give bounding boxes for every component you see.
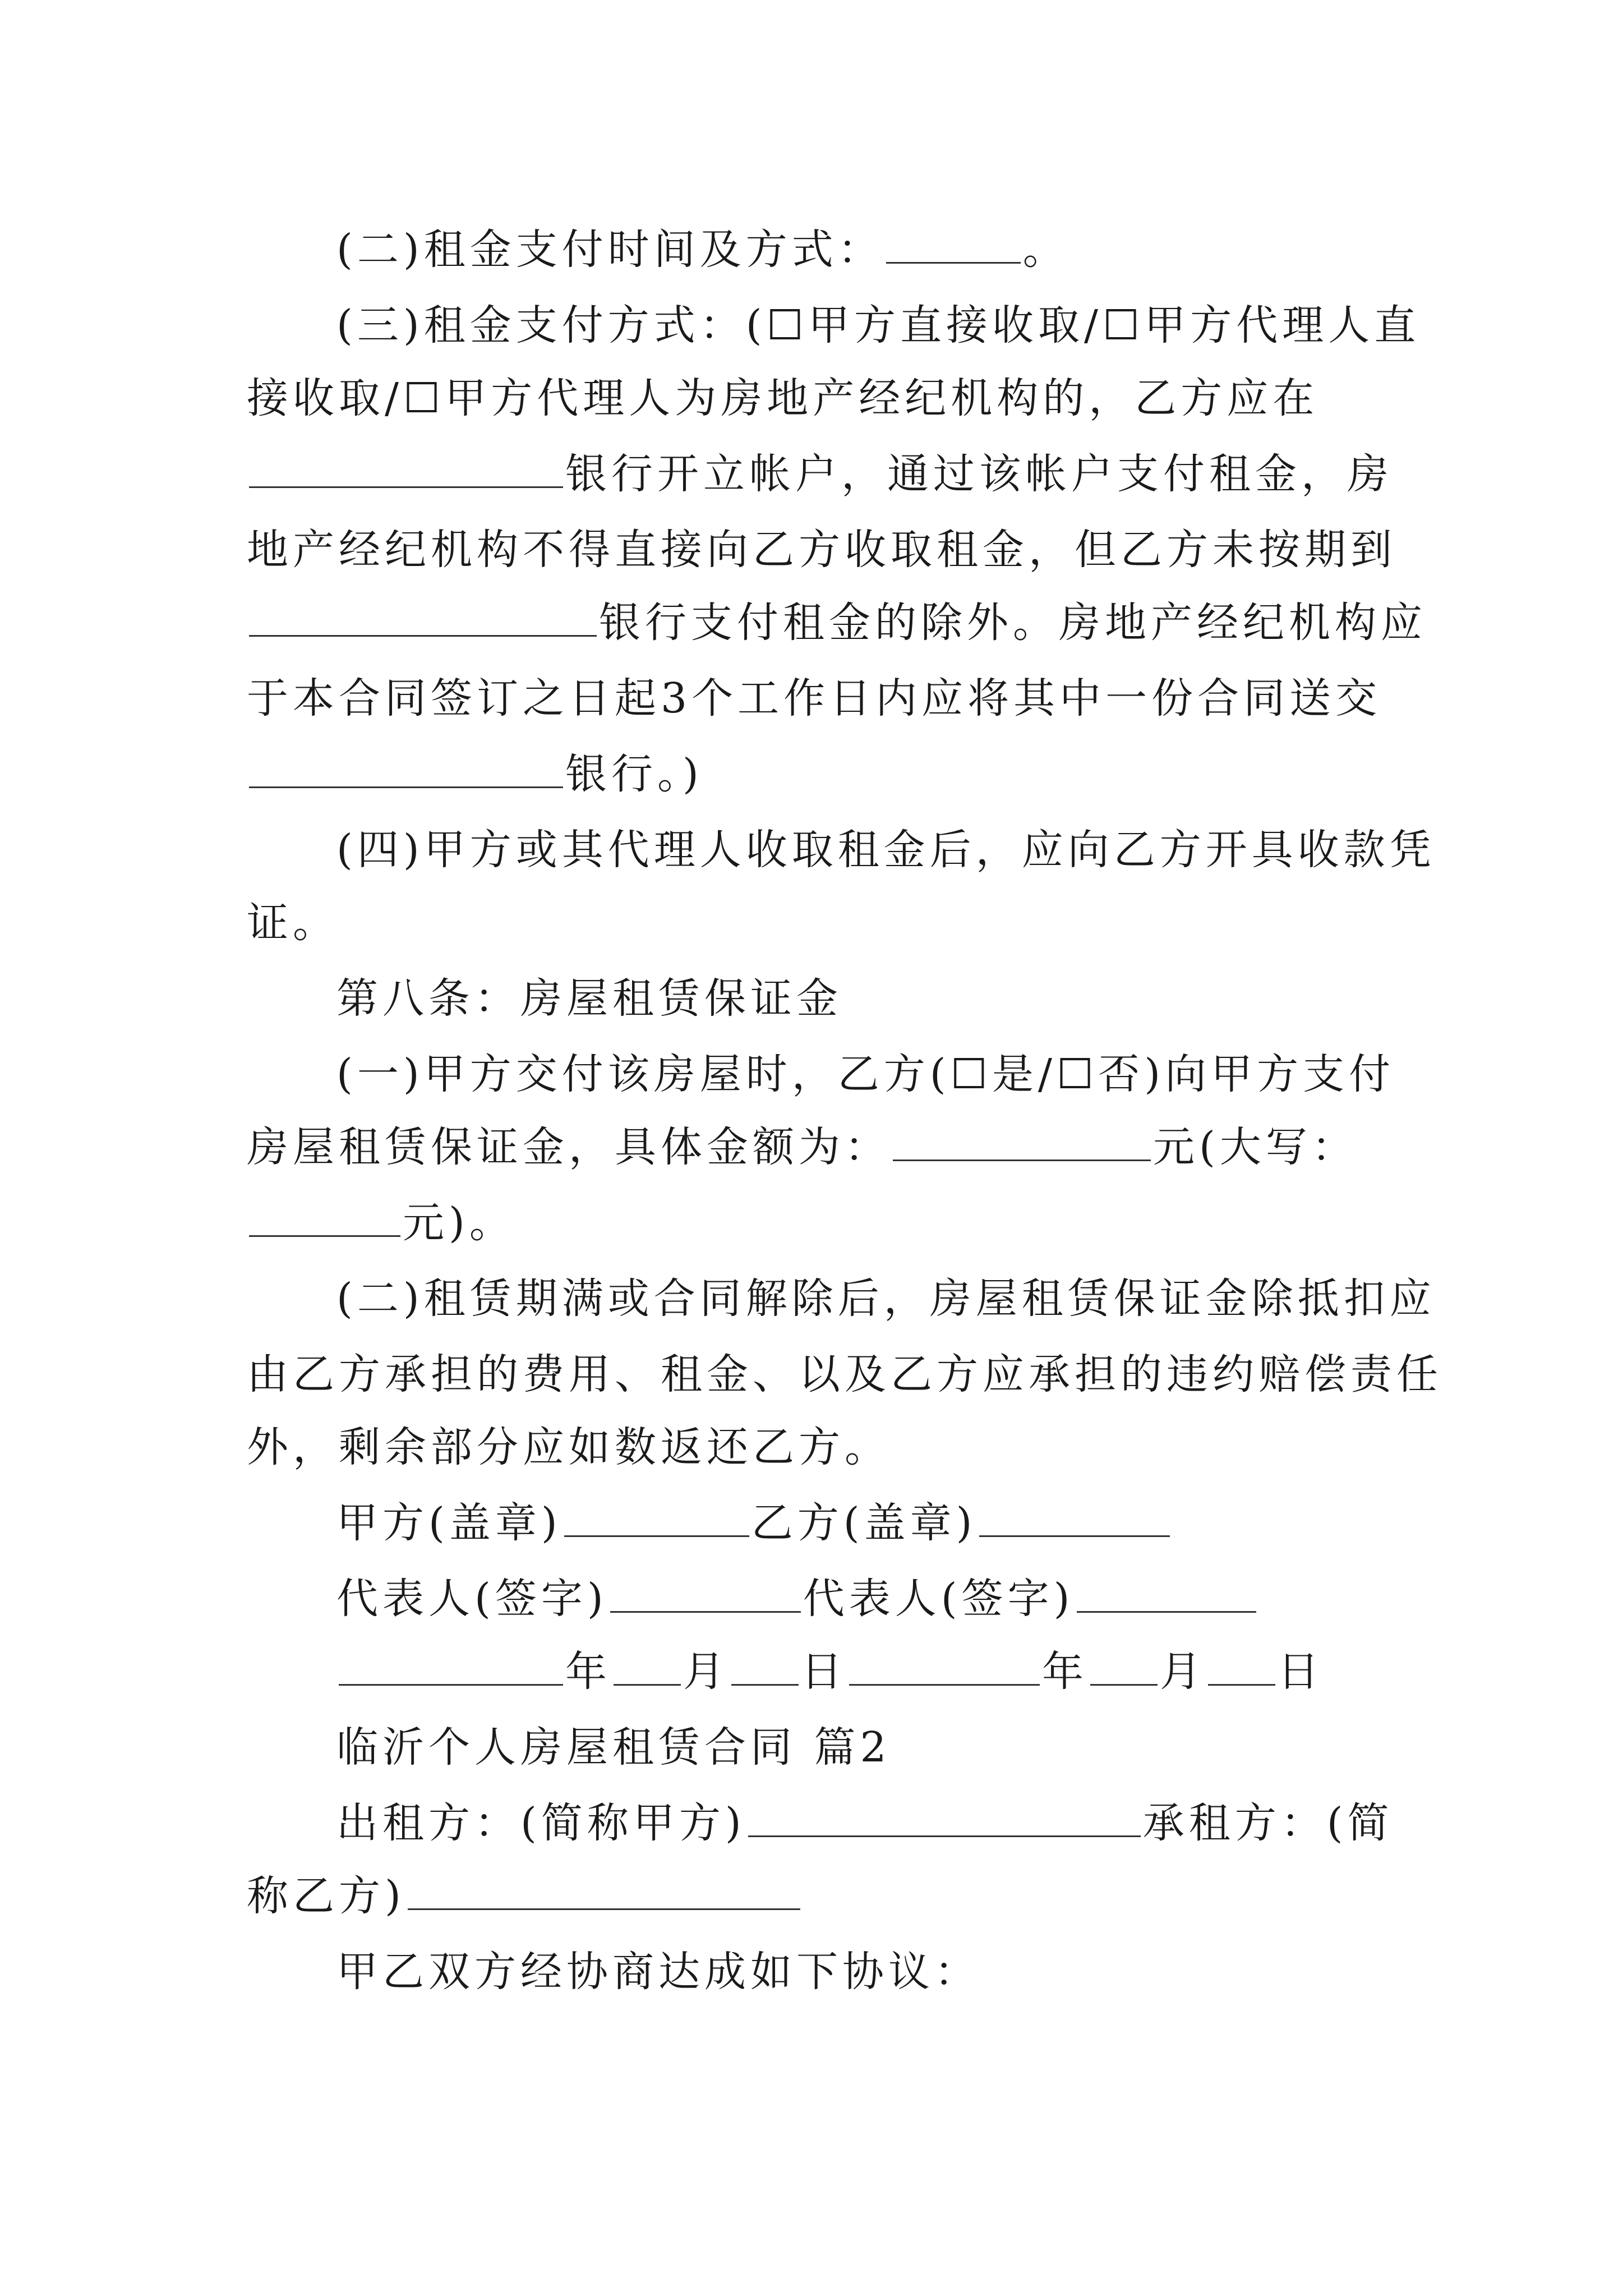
blank-fill-line [249, 1200, 400, 1237]
text-line [0, 895, 1623, 951]
blank-fill-line [249, 452, 563, 488]
text-line [0, 1271, 1623, 1327]
text-line [0, 1195, 1623, 1251]
text-run: 代表人(签字) [803, 1575, 1075, 1623]
text-run: 日 [801, 1648, 847, 1696]
blank-fill-line [886, 227, 1021, 264]
text-run: 房屋租赁保证金，具体金额为： [247, 1123, 891, 1171]
text-run: 年 [1042, 1648, 1088, 1696]
text-line [0, 1644, 1623, 1700]
text-run: 第八条：房屋租赁保证金 [336, 974, 842, 1023]
text-line [0, 1719, 1623, 1775]
text-run: (三)租金支付方式：(☐甲方直接收取/☐甲方代理人直 [336, 301, 1421, 349]
text-line [0, 746, 1623, 802]
blank-fill-line [564, 1501, 749, 1537]
text-line [0, 1868, 1623, 1924]
text-line [0, 1495, 1623, 1551]
blank-fill-line [1077, 1576, 1256, 1613]
blank-fill-line [610, 1576, 801, 1613]
text-run: 外，剩余部分应如数返还乙方。 [247, 1423, 891, 1471]
blank-fill-line [408, 1874, 800, 1910]
text-line [0, 1795, 1623, 1851]
text-line [0, 522, 1623, 578]
text-line [0, 297, 1623, 353]
text-line [0, 1419, 1623, 1475]
text-run: 银行支付租金的除外。房地产经纪机构应 [599, 599, 1427, 647]
text-run: 银行。) [565, 750, 703, 798]
text-run: 。 [1022, 226, 1069, 274]
text-run: 代表人(签字) [336, 1575, 608, 1623]
text-line [0, 670, 1623, 726]
text-line [0, 970, 1623, 1027]
text-run: 乙方(盖章) [751, 1499, 977, 1547]
text-run: 临沂个人房屋租赁合同 篇2 [336, 1723, 891, 1772]
text-run: 月 [683, 1648, 729, 1696]
text-run: 地产经纪机构不得直接向乙方收取租金，但乙方未按期到 [247, 526, 1396, 574]
blank-fill-line [249, 752, 563, 788]
text-line [0, 222, 1623, 278]
text-run: 出租方：(简称甲方) [336, 1799, 746, 1847]
blank-fill-line [249, 600, 597, 637]
text-run: 元(大写： [1153, 1123, 1358, 1171]
blank-fill-line [339, 1649, 563, 1686]
blank-fill-line [893, 1125, 1151, 1161]
text-run: 月 [1160, 1648, 1206, 1696]
blank-fill-line [614, 1649, 681, 1686]
text-run: 甲方(盖章) [336, 1499, 562, 1547]
text-run: 年 [565, 1648, 611, 1696]
text-run: 由乙方承担的费用、租金、以及乙方应承担的违约赔偿责任 [247, 1350, 1442, 1398]
text-line [0, 1119, 1623, 1175]
text-run: (二)租赁期满或合同解除后，房屋租赁保证金除抵扣应 [336, 1274, 1436, 1323]
text-run: (四)甲方或其代理人收取租金后，应向乙方开具收款凭 [336, 826, 1436, 874]
text-line [0, 1046, 1623, 1102]
text-run: 证。 [247, 899, 339, 947]
text-run: 接收取/☐甲方代理人为房地产经纪机构的，乙方应在 [247, 374, 1319, 422]
text-run: (二)租金支付时间及方式： [336, 226, 884, 274]
text-line [0, 1571, 1623, 1627]
text-run: 于本合同签订之日起3个工作日内应将其中一份合同送交 [247, 674, 1382, 723]
text-line [0, 1346, 1623, 1402]
text-line [0, 822, 1623, 878]
text-line [0, 1944, 1623, 2000]
text-line [0, 370, 1623, 426]
text-run: 银行开立帐户，通过该帐户支付租金，房 [565, 450, 1393, 498]
text-run: 元)。 [403, 1199, 515, 1247]
blank-fill-line [979, 1501, 1170, 1537]
blank-fill-line [1090, 1649, 1158, 1686]
text-run: 称乙方) [247, 1872, 405, 1920]
blank-fill-line [1208, 1649, 1275, 1686]
text-line [0, 446, 1623, 502]
text-run: 承租方：(简 [1142, 1799, 1394, 1847]
blank-fill-line [849, 1649, 1040, 1686]
text-run: (一)甲方交付该房屋时，乙方(☐是/☐否)向甲方支付 [336, 1050, 1395, 1098]
text-run: 日 [1278, 1648, 1324, 1696]
blank-fill-line [748, 1801, 1141, 1837]
text-line [0, 595, 1623, 651]
text-run: 甲乙双方经协商达成如下协议： [336, 1948, 980, 1996]
blank-fill-line [731, 1649, 799, 1686]
